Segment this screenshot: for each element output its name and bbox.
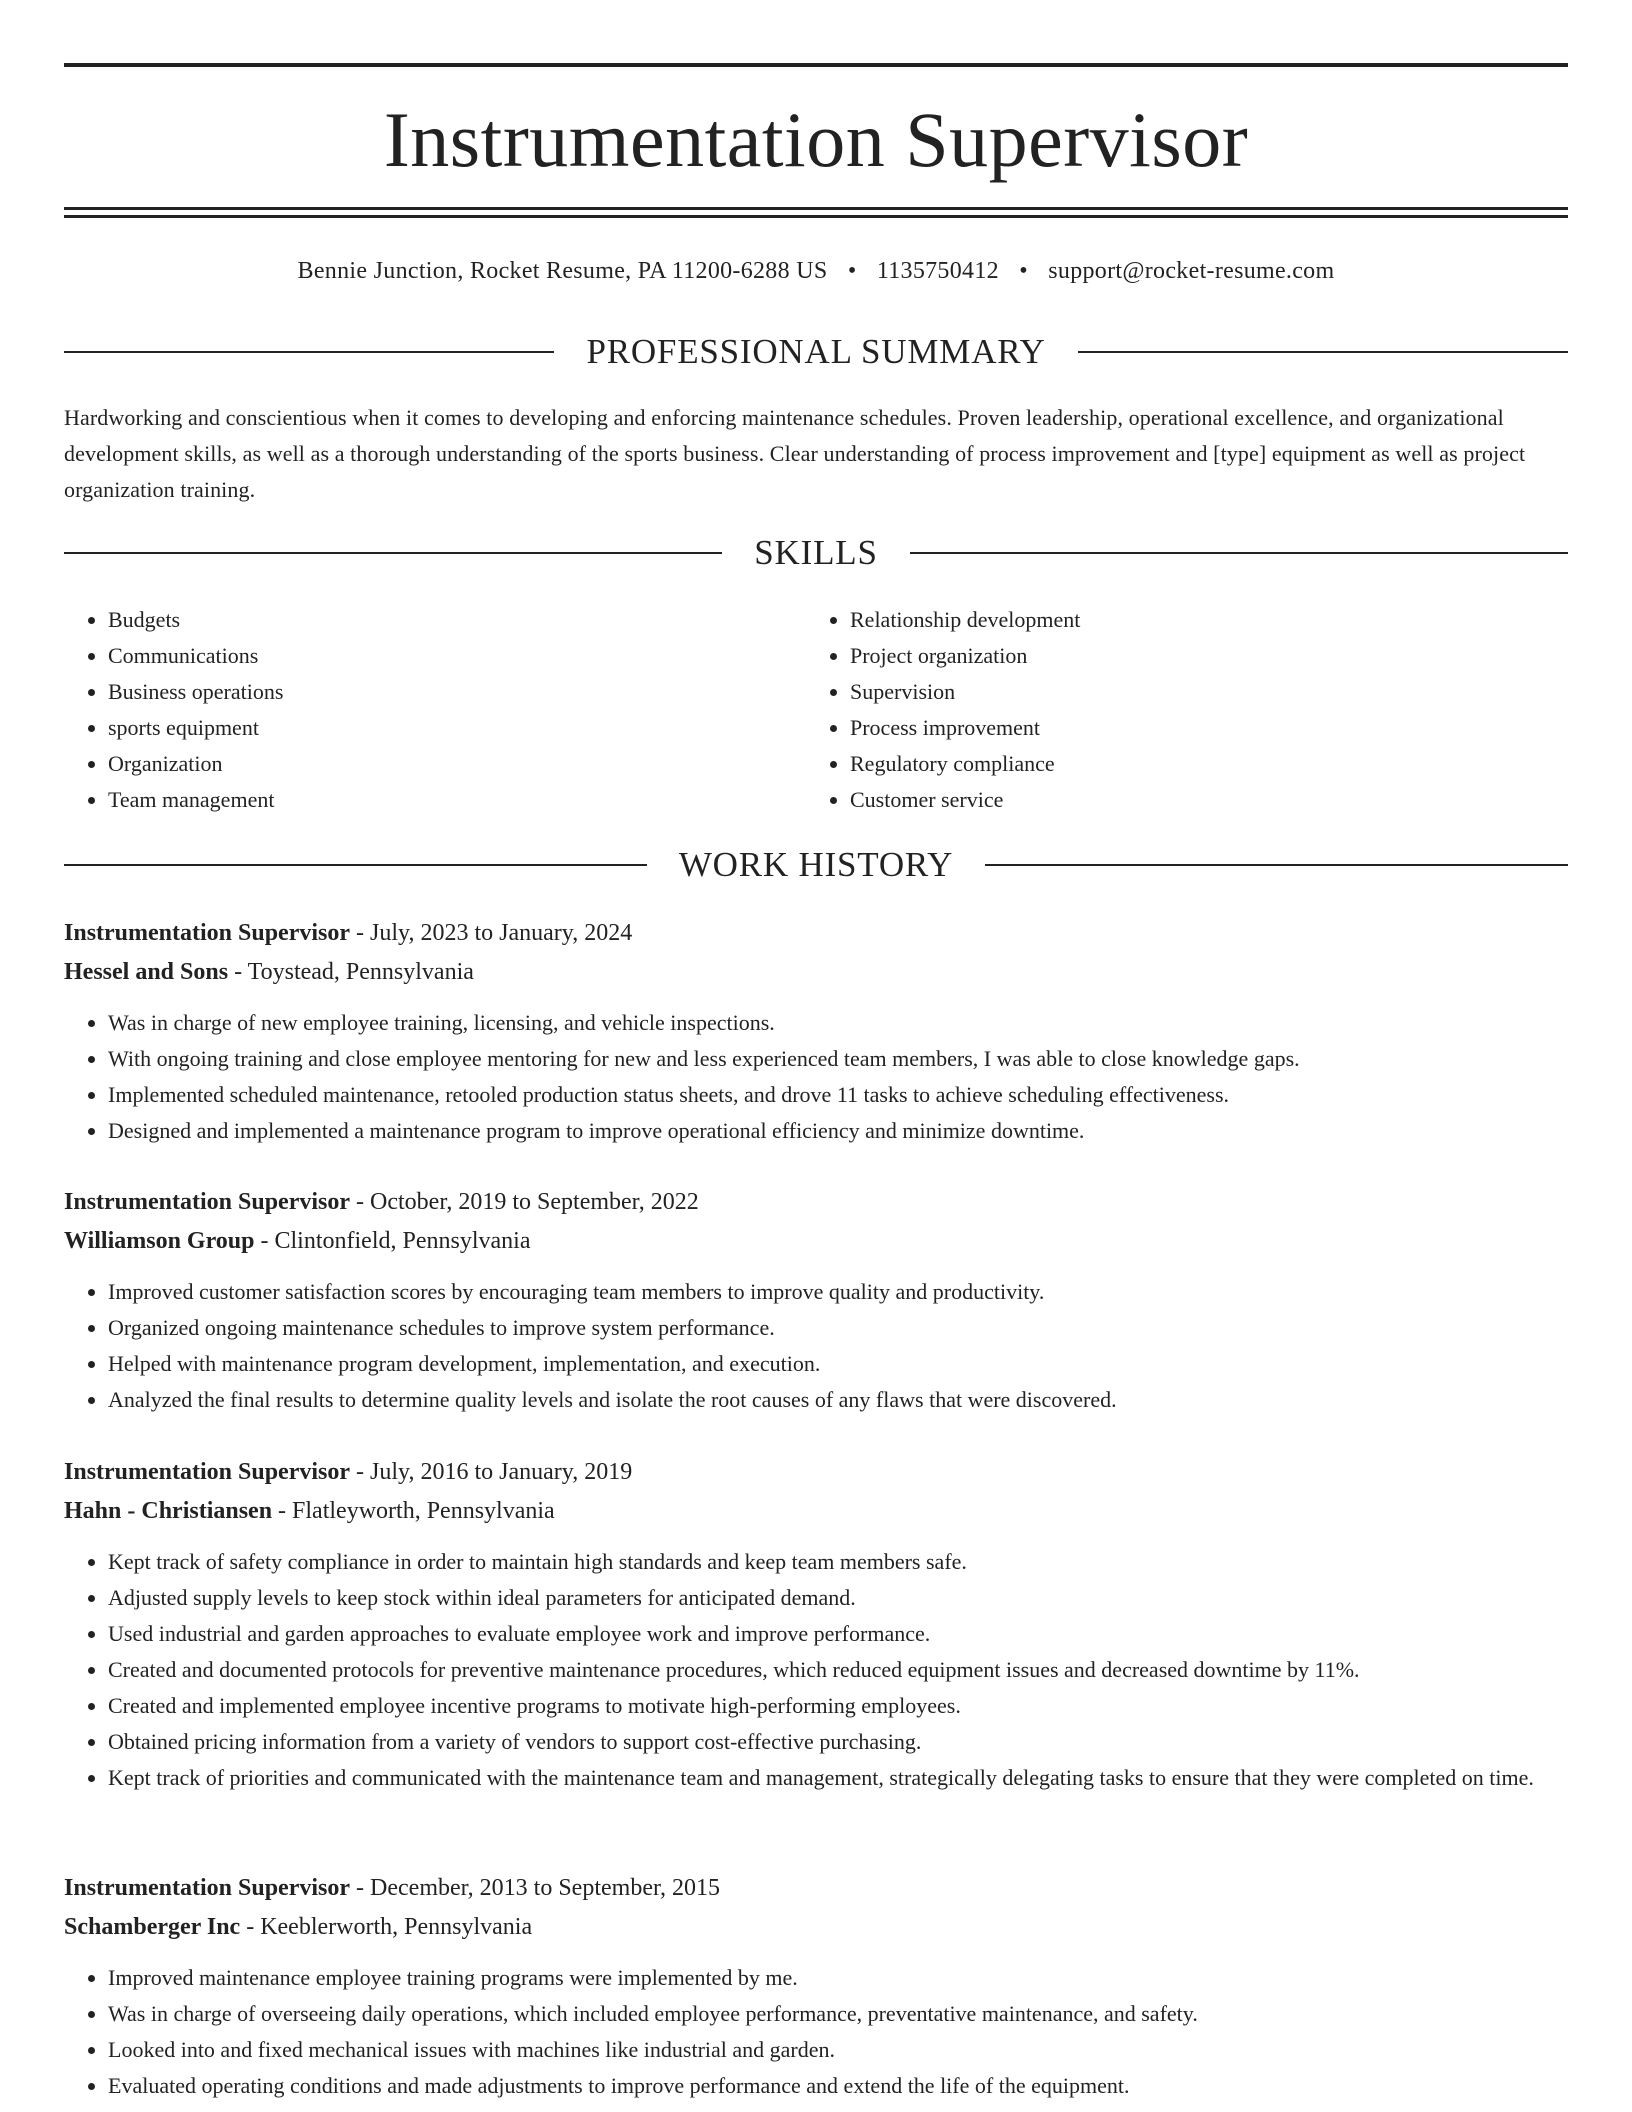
- job-bullet: • Was in charge of new employee training, licensing, and vehicle inspections.: [108, 1005, 1568, 1041]
- job-location: - Toystead, Pennsylvania: [228, 959, 474, 985]
- heading-rule-right: [1078, 351, 1568, 353]
- skills-column-right: [806, 602, 1548, 818]
- skill-item: • Customer service: [850, 782, 1548, 818]
- job-bullet: • Created and implemented employee incentive programs to motivate high-performing employees.: [108, 1688, 1568, 1724]
- skill-item: • Relationship development: [850, 602, 1548, 638]
- job-title: Instrumentation Supervisor: [64, 1189, 351, 1215]
- contact-email: support@rocket-resume.com: [1048, 258, 1335, 284]
- job-location: - Flatleyworth, Pennsylvania: [272, 1498, 555, 1524]
- skill-item: • Communications: [108, 638, 806, 674]
- job-company: Hessel and Sons: [64, 959, 229, 985]
- job-title-line: [64, 1869, 1568, 1908]
- heading-rule-left: [64, 552, 722, 554]
- work-history-heading-title: WORK HISTORY: [678, 845, 954, 884]
- job-company: Williamson Group: [64, 1228, 255, 1254]
- job-company-line: [64, 953, 1568, 992]
- skill-item: • Business operations: [108, 674, 806, 710]
- work-history-heading: [64, 845, 1568, 885]
- job-bullet: • Improved customer satisfaction scores by encouraging team members to improve quality and productivity.: [108, 1274, 1568, 1310]
- skill-item: • Team management: [108, 782, 806, 818]
- job-bullet: • Organized ongoing maintenance schedules to improve system performance.: [108, 1310, 1568, 1346]
- job-bullets: [64, 1005, 1568, 1149]
- job-company: Schamberger Inc: [64, 1914, 241, 1940]
- job-dates: - July, 2023 to January, 2024: [350, 920, 633, 946]
- job-bullets: [64, 1274, 1568, 1418]
- job-dates: - December, 2013 to September, 2015: [350, 1875, 721, 1901]
- top-rule: [64, 63, 1568, 67]
- summary-heading: [64, 332, 1568, 372]
- job-entry: [64, 914, 1568, 1149]
- skill-item: • Regulatory compliance: [850, 746, 1548, 782]
- skills-heading: [64, 533, 1568, 573]
- job-bullet: • Analyzed the final results to determine quality levels and isolate the root causes of any flaws that were discovered.: [108, 1382, 1568, 1418]
- skills-list: [64, 602, 1568, 818]
- job-location: - Clintonfield, Pennsylvania: [254, 1228, 531, 1254]
- job-bullet: • Helped with maintenance program development, implementation, and execution.: [108, 1346, 1568, 1382]
- job-bullet: • Evaluated operating conditions and made adjustments to improve performance and extend the life of the equipment.: [108, 2068, 1568, 2104]
- job-title-line: [64, 1183, 1568, 1222]
- job-bullet: • Obtained pricing information from a variety of vendors to support cost-effective purchasing.: [108, 1724, 1568, 1760]
- skill-item: • Project organization: [850, 638, 1548, 674]
- skills-column-left: [64, 602, 806, 818]
- contact-phone: 1135750412: [876, 258, 999, 284]
- job-location: - Keeblerworth, Pennsylvania: [240, 1914, 533, 1940]
- header-rule-upper: [64, 207, 1568, 210]
- job-bullet: • Designed and implemented a maintenance program to improve operational efficiency and minimize downtime.: [108, 1113, 1568, 1149]
- job-bullets: [64, 1544, 1568, 1796]
- heading-rule-right: [985, 864, 1568, 866]
- skills-heading-title: SKILLS: [754, 533, 878, 572]
- heading-rule-right: [910, 552, 1568, 554]
- job-bullet: • Kept track of priorities and communicated with the maintenance team and management, strategically delegating tasks to ensure that they were completed on time.: [108, 1760, 1568, 1796]
- job-company-line: [64, 1222, 1568, 1261]
- job-bullet: • Looked into and fixed mechanical issues with machines like industrial and garden.: [108, 2032, 1568, 2068]
- contact-line: [64, 256, 1568, 286]
- job-title: Instrumentation Supervisor: [64, 1875, 351, 1901]
- job-company: Hahn - Christiansen: [64, 1498, 273, 1524]
- job-bullet: • Kept track of safety compliance in order to maintain high standards and keep team members safe.: [108, 1544, 1568, 1580]
- skill-item: • Organization: [108, 746, 806, 782]
- contact-address: Bennie Junction, Rocket Resume, PA 11200-6288 US: [297, 258, 828, 284]
- heading-rule-left: [64, 864, 647, 866]
- header-rule-lower: [64, 215, 1568, 218]
- job-title-line: [64, 1453, 1568, 1492]
- contact-separator: •: [847, 258, 857, 284]
- job-company-line: [64, 1908, 1568, 1947]
- job-title: Instrumentation Supervisor: [64, 1459, 351, 1485]
- job-bullets: [64, 1960, 1568, 2104]
- contact-separator: •: [1019, 258, 1028, 284]
- skill-item: • Supervision: [850, 674, 1548, 710]
- job-entry: [64, 1183, 1568, 1418]
- heading-rule-left: [64, 351, 554, 353]
- job-bullet: • Used industrial and garden approaches to evaluate employee work and improve performance.: [108, 1616, 1568, 1652]
- skill-item: • Process improvement: [850, 710, 1548, 746]
- job-dates: - October, 2019 to September, 2022: [350, 1189, 699, 1215]
- skill-item: • Budgets: [108, 602, 806, 638]
- job-entry: [64, 1453, 1568, 1796]
- job-bullet: • Created and documented protocols for preventive maintenance procedures, which reduced equipment issues and decreased downtime by 11%.: [108, 1652, 1568, 1688]
- job-bullet: • Adjusted supply levels to keep stock within ideal parameters for anticipated demand.: [108, 1580, 1568, 1616]
- job-title-line: [64, 914, 1568, 953]
- summary-heading-title: PROFESSIONAL SUMMARY: [586, 332, 1046, 371]
- resume-name: Instrumentation Supervisor: [383, 96, 1249, 183]
- job-dates: - July, 2016 to January, 2019: [350, 1459, 633, 1485]
- job-bullet: • Improved maintenance employee training programs were implemented by me.: [108, 1960, 1568, 1996]
- job-bullet: • With ongoing training and close employee mentoring for new and less experienced team members, I was able to close knowledge gaps.: [108, 1041, 1568, 1077]
- job-company-line: [64, 1492, 1568, 1531]
- skill-item: • sports equipment: [108, 710, 806, 746]
- summary-text: Hardworking and conscientious when it comes to developing and enforcing maintenance schedules. Proven leadership, operational excellence, and organizational development skills, as well as a thorough understanding of the sports business. Clear understanding of process improvement and [type] equipment as well as project organization training.: [64, 405, 1526, 502]
- job-title: Instrumentation Supervisor: [64, 920, 351, 946]
- job-entry: [64, 1869, 1568, 2104]
- job-bullet: • Was in charge of overseeing daily operations, which included employee performance, preventative maintenance, and safety.: [108, 1996, 1568, 2032]
- job-bullet: • Implemented scheduled maintenance, retooled production status sheets, and drove 11 tasks to achieve scheduling effectiveness.: [108, 1077, 1568, 1113]
